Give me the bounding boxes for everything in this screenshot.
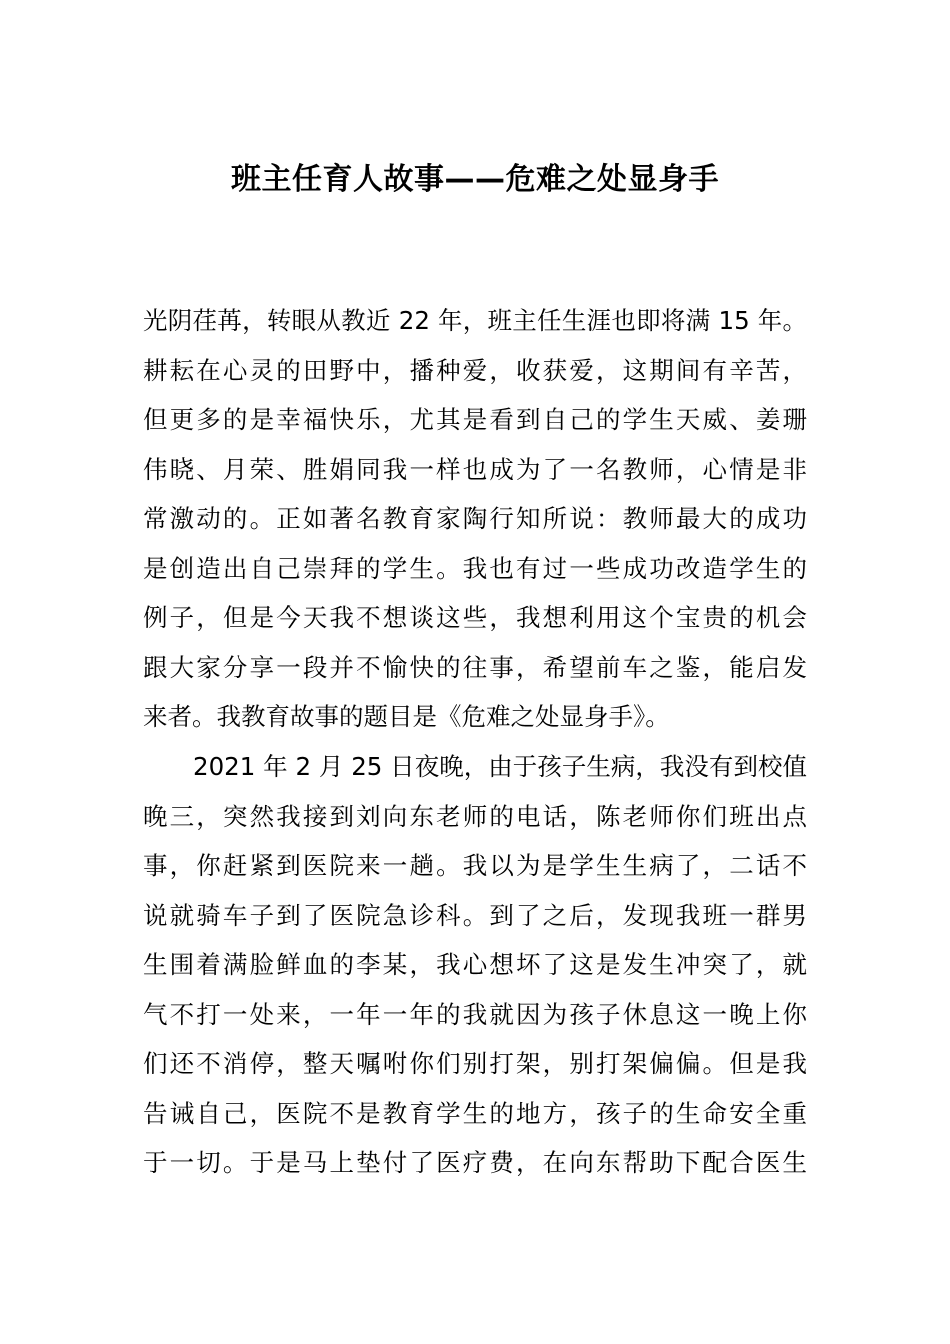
paragraph-line: 例子，但是今天我不想谈这些，我想利用这个宝贵的机会 (143, 603, 807, 632)
paragraph-line: 常激动的。正如著名教育家陶行知所说：教师最大的成功 (143, 504, 807, 533)
paragraph-line: 们还不消停，整天嘱咐你们别打架，别打架偏偏。但是我 (143, 1049, 807, 1078)
paragraph-line: 但更多的是幸福快乐，尤其是看到自己的学生天威、姜珊 (143, 405, 807, 434)
paragraph-line: 晚三，突然我接到刘向东老师的电话，陈老师你们班出点 (143, 801, 807, 831)
paragraph-line: 生围着满脸鲜血的李某，我心想坏了这是发生冲突了，就 (143, 950, 807, 979)
paragraph-line: 于一切。于是马上垫付了医疗费，在向东帮助下配合医生 (143, 1148, 807, 1177)
paragraph-line: 跟大家分享一段并不愉快的往事，希望前车之鉴，能启发 (143, 652, 807, 682)
paragraph-line: 来者。我教育故事的题目是《危难之处显身手》。 (143, 702, 670, 731)
paragraph-line: 伟晓、月荣、胜娟同我一样也成为了一名教师，心情是非 (143, 454, 807, 484)
paragraph-line: 2021 年 2 月 25 日夜晚，由于孩子生病，我没有到校值 (193, 752, 807, 781)
paragraph-line: 告诫自己，医院不是教育学生的地方，孩子的生命安全重 (143, 1098, 807, 1128)
document-title: 班主任育人故事——危难之处显身手 (231, 162, 719, 197)
paragraph-line: 耕耘在心灵的田野中，播种爱，收获爱，这期间有辛苦， (143, 355, 807, 385)
paragraph-line: 是创造出自己崇拜的学生。我也有过一些成功改造学生的 (143, 553, 807, 583)
paragraph-1 (143, 296, 807, 742)
paragraph-2 (143, 742, 807, 1188)
paragraph-line: 光阴荏苒，转眼从教近 22 年，班主任生涯也即将满 15 年。 (143, 306, 807, 335)
paragraph-line: 气不打一处来，一年一年的我就因为孩子休息这一晚上你 (143, 999, 807, 1029)
paragraph-line: 事，你赶紧到医院来一趟。我以为是学生生病了，二话不 (143, 851, 807, 880)
paragraph-line: 说就骑车子到了医院急诊科。到了之后，发现我班一群男 (143, 900, 807, 930)
